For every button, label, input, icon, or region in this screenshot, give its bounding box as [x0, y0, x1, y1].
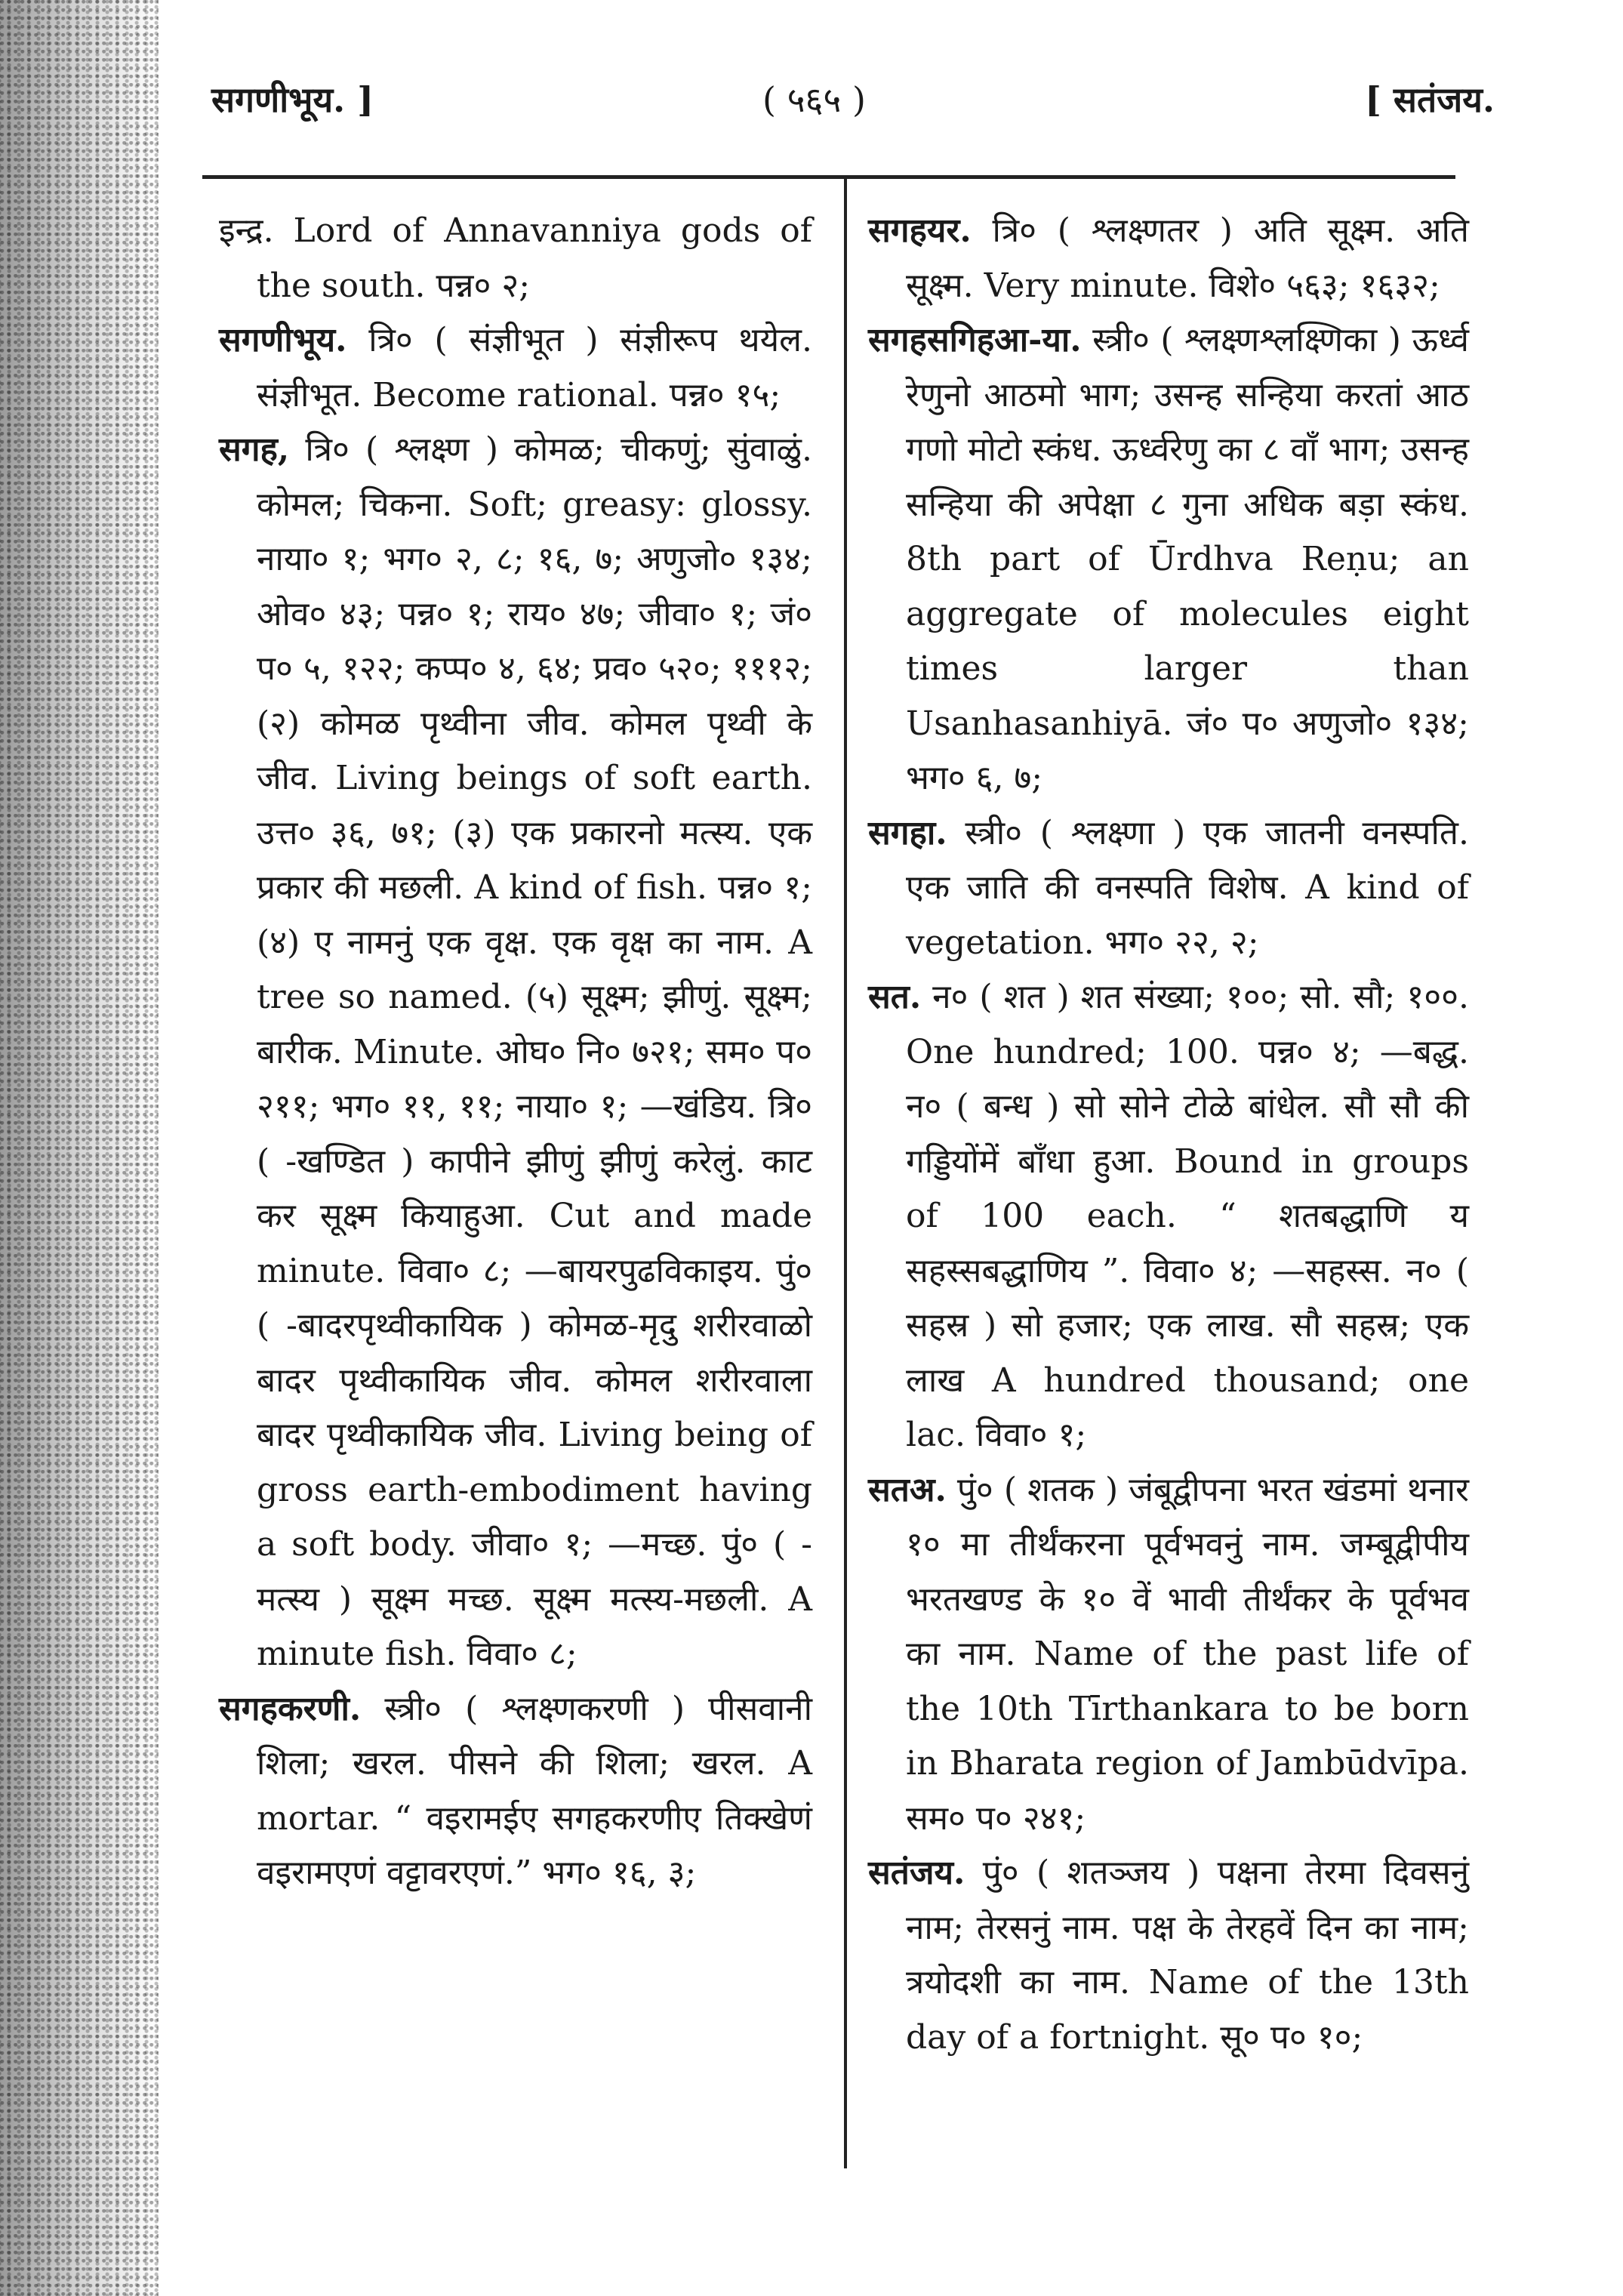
- entry-text: स्त्री० ( श्लक्ष्णकरणी ) पीसवानी शिला; खरल. पीसने की शिला; खरल. A mortar. “ वइरामईए सगहकरणीए तिक्खेणं वइरामएणं वट्टावरएणं.” भग० १६, ३;: [257, 1689, 812, 1892]
- dictionary-entry: [868, 1846, 1469, 2065]
- entry-text: त्रि० ( संज्ञीभूत ) संज्ञीरूप थयेल. संज्ञीभूत. Become rational. पन्न० १५;: [257, 321, 812, 415]
- entry-text: त्रि० ( श्लक्ष्ण ) कोमळ; चीकणुं; सुंवाळुं. कोमल; चिकना. Soft; greasy: glossy. नाया० १; भग० २, ८; १६, ७; अणुजो० १३४; ओव० ४३; पन्न० १; राय० ४७; जीवा० १; जं० प० ५, १२२; कप्प० ४, ६४; प्रव० ५२०; १११२; (२) कोमळ पृथ्वीना जीव. कोमल पृथ्वी के जीव. Living beings of soft earth. उत्त० ३६, ७१; (३) एक प्रकारनो मत्स्य. एक प्रकार की मछली. A kind of fish. पन्न० १; (४) ए नामनुं एक वृक्ष. एक वृक्ष का नाम. A tree so named. (५) सूक्ष्म; झीणुं. सूक्ष्म; बारीक. Minute. ओघ० नि० ७२१; सम० प० २११; भग० ११, ११; नाया० १; —खंडिय. त्रि० ( -खण्डित ) कापीने झीणुं झीणुं करेलुं. काट कर सूक्ष्म कियाहुआ. Cut and made minute. विवा० ८; —बायरपुढविकाइय. पुं० ( -बादरपृथ्वीकायिक ) कोमळ-मृदु शरीरवाळो बादर पृथ्वीकायिक जीव. कोमल शरीरवाला बादर पृथ्वीकायिक जीव. Living being of gross earth-embodiment having a soft body. जीवा० १; —मच्छ. पुं० ( -मत्स्य ) सूक्ष्म मच्छ. सूक्ष्म मत्स्य-मछली. A minute fish. विवा० ८;: [257, 430, 812, 1673]
- entry-headword: सगहा.: [868, 813, 947, 852]
- left-column: [219, 204, 812, 1901]
- header-last-word: [ सतंजय.: [1365, 79, 1495, 120]
- dictionary-entry: [219, 313, 812, 423]
- page-header: [211, 76, 1495, 136]
- dictionary-entry: [868, 1463, 1469, 1847]
- entry-text: पुं० ( शतञ्जय ) पक्षना तेरमा दिवसनुं नाम; तेरसनुं नाम. पक्ष के तेरहवें दिन का नाम; त्रयोदशी का नाम. Name of the 13th day of a fortnight. सू० प० १०;: [906, 1854, 1469, 2057]
- entry-headword: सगहसगिहआ-या.: [868, 321, 1082, 359]
- entry-headword: सत.: [868, 978, 922, 1016]
- header-rule: [202, 175, 1455, 179]
- entry-text: त्रि० ( श्लक्ष्णतर ) अति सूक्ष्म. अति सूक्ष्म. Very minute. विशे० ५६३; १६३२;: [906, 211, 1469, 305]
- dictionary-entry: [868, 970, 1469, 1463]
- dictionary-entry: [868, 313, 1469, 806]
- dictionary-entry: [219, 1682, 812, 1901]
- entry-headword: सगहयर.: [868, 211, 972, 250]
- column-divider: [844, 175, 847, 2168]
- entry-text: इन्द्र. Lord of Annavanniya gods of the south. पन्न० २;: [219, 211, 812, 305]
- binding-shadow: [0, 0, 159, 2296]
- entry-headword: सतअ.: [868, 1470, 947, 1509]
- entry-headword: सगहकरणी.: [219, 1689, 362, 1728]
- entry-text: स्त्री० ( श्लक्ष्णश्लक्ष्णिका ) ऊर्ध्व रेणुनो आठमो भाग; उसन्ह सन्हिया करतां आठ गणो मोटो स्कंध. ऊर्ध्वरेणु का ८ वाँ भाग; उसन्ह सन्हिया की अपेक्षा ८ गुना अधिक बड़ा स्कंध. 8th part of Ūrdhva Reṇu; an aggregate of molecules eight times larger than Usanhasanhiyā. जं० प० अणुजो० १३४; भग० ६, ७;: [906, 321, 1469, 797]
- dictionary-entry: [219, 204, 812, 313]
- dictionary-entry: [868, 806, 1469, 971]
- dictionary-entry: [868, 204, 1469, 313]
- entry-headword: सगह,: [219, 430, 290, 469]
- dictionary-entry: [219, 423, 812, 1682]
- entry-text: पुं० ( शतक ) जंबूद्वीपना भरत खंडमां थनार १० मा तीर्थंकरना पूर्वभवनुं नाम. जम्बूद्वीपीय भरतखण्ड के १० वें भावी तीर्थंकर के पूर्वभव का नाम. Name of the past life of the 10th Tīrthankara to be born in Bharata region of Jambūdvīpa. सम० प० २४१;: [906, 1470, 1469, 1838]
- entry-headword: सगणीभूय.: [219, 321, 347, 359]
- entry-headword: सतंजय.: [868, 1854, 965, 1892]
- entry-text: स्त्री० ( श्लक्ष्णा ) एक जातनी वनस्पति. एक जाति की वनस्पति विशेष. A kind of vegetation. भग० २२, २;: [906, 813, 1469, 962]
- right-column: [868, 204, 1469, 2065]
- page-number: ( ५६५ ): [762, 79, 866, 120]
- header-first-word: सगणीभूय. ]: [211, 79, 374, 120]
- entry-text: न० ( शत ) शत संख्या; १००; सो. सौ; १००. One hundred; 100. पन्न० ४; —बद्ध. न० ( बन्ध ) सो सोने टोळे बांधेल. सौ सौ की गड्डियोंमें बाँधा हुआ. Bound in groups of 100 each. “ शतबद्धाणि य सहस्सबद्धाणिय ”. विवा० ४; —सहस्स. न० ( सहस्र ) सो हजार; एक लाख. सौ सहस्र; एक लाख A hundred thousand; one lac. विवा० १;: [906, 978, 1469, 1454]
